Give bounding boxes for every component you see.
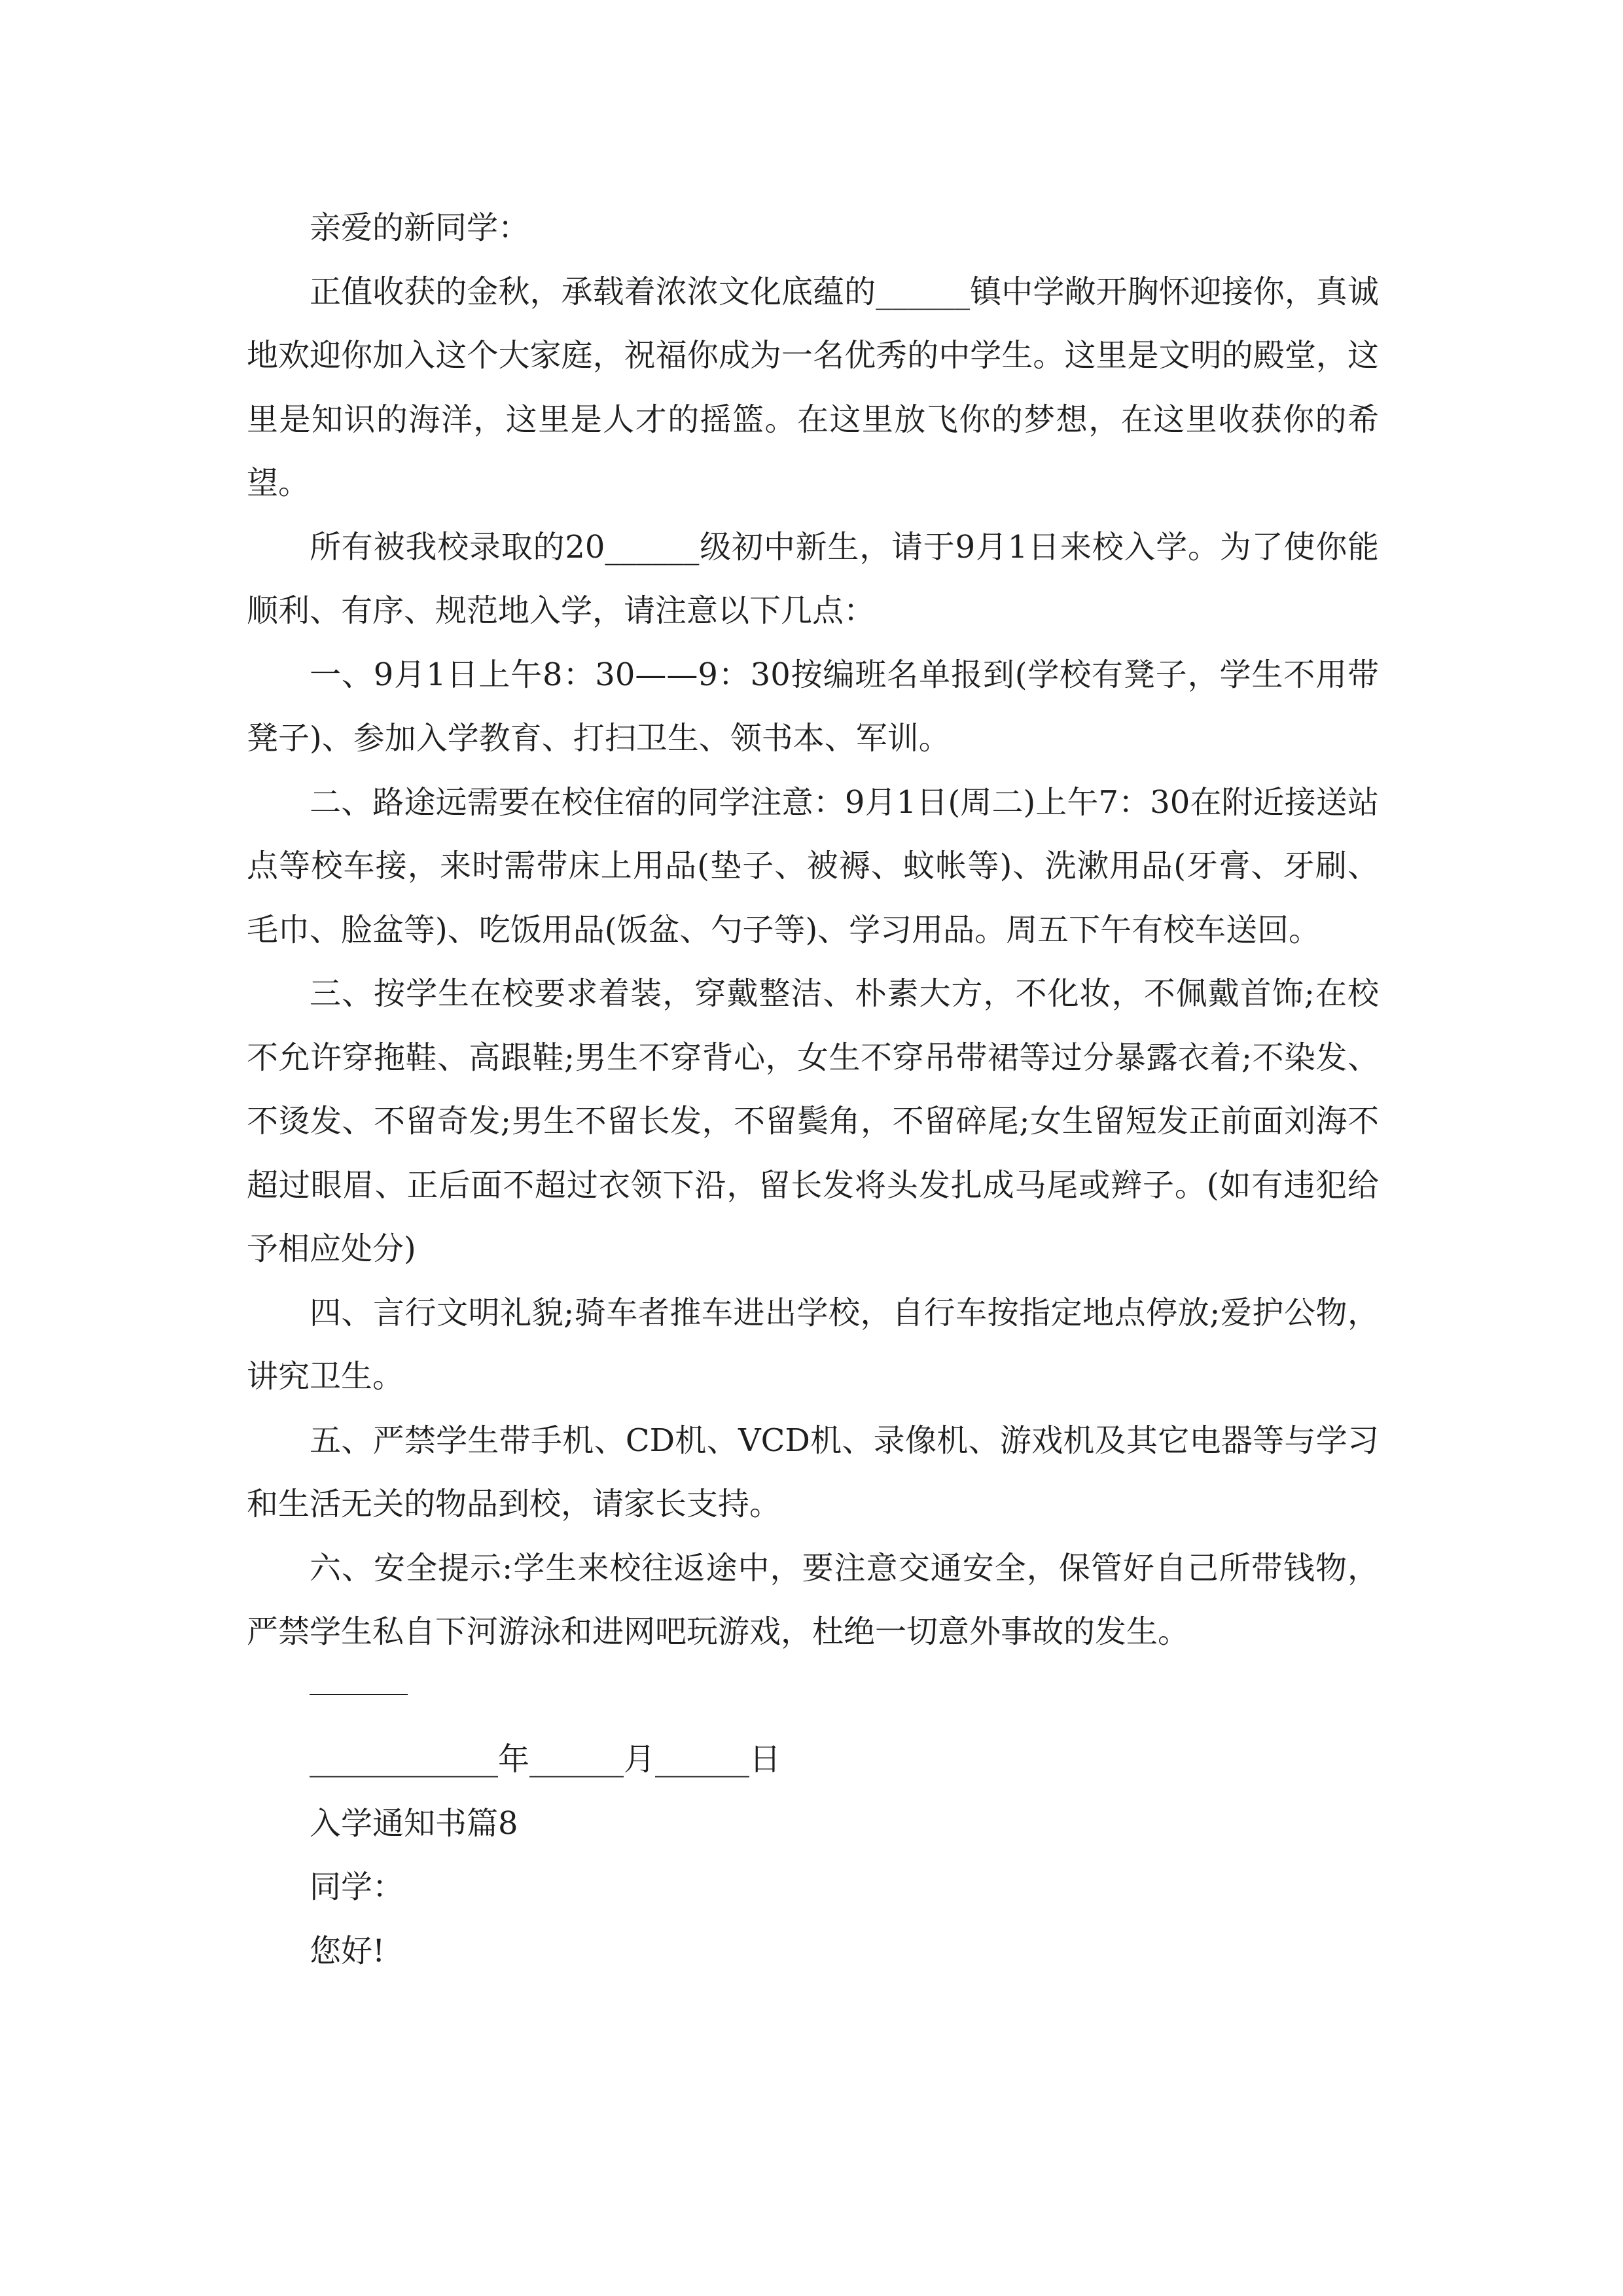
notice-item-2: 二、路途远需要在校住宿的同学注意：9月1日(周二)上午7：30在附近接送站点等校车接，来时需带床上用品(垫子、被褥、蚊帐等)、洗漱用品(牙膏、牙刷、毛巾、脸盆等)、吃饭用品(饭盆、勺子等)、学习用品。周五下午有校车送回。 [247,783,1379,948]
notice-item-3: 三、按学生在校要求着装，穿戴整洁、朴素大方，不化妆，不佩戴首饰;在校不允许穿拖鞋、高跟鞋;男生不穿背心，女生不穿吊带裙等过分暴露衣着;不染发、不烫发、不留奇发;男生不留长发，不留鬓角，不留碎尾;女生留短发正前面刘海不超过眼眉、正后面不超过衣领下沿，留长发将头发扎成马尾或辫子。(如有违犯给予相应处分) [247,975,1379,1267]
letter-body [247,196,1379,1983]
signature-rule [310,1694,408,1695]
notice-item-4: 四、言行文明礼貌;骑车者推车进出学校，自行车按指定地点停放;爱护公物，讲究卫生。 [247,1294,1379,1395]
next-salutation: 同学： [310,1869,404,1905]
notice-item-1: 一、9月1日上午8：30——9：30按编班名单报到(学校有凳子，学生不用带凳子)、参加入学教育、打扫卫生、领书本、军训。 [247,656,1379,757]
next-greeting: 您好! [310,1932,385,1969]
paragraph-welcome: 正值收获的金秋，承载着浓浓文化底蕴的______镇中学敞开胸怀迎接你，真诚地欢迎你加入这个大家庭，祝福你成为一名优秀的中学生。这里是文明的殿堂，这里是知识的海洋，这里是人才的摇篮。在这里放飞你的梦想，在这里收获你的希望。 [247,273,1379,501]
notice-item-5: 五、严禁学生带手机、CD机、VCD机、录像机、游戏机及其它电器等与学习和生活无关的物品到校，请家长支持。 [247,1422,1379,1522]
notice-item-6: 六、安全提示:学生来校往返途中，要注意交通安全，保管好自己所带钱物，严禁学生私自下河游泳和进网吧玩游戏，杜绝一切意外事故的发生。 [247,1549,1379,1650]
paragraph-admission: 所有被我校录取的20______级初中新生，请于9月1日来校入学。为了使你能顺利、有序、规范地入学，请注意以下几点： [247,528,1379,629]
salutation: 亲爱的新同学： [310,209,530,246]
signature-line [247,1664,1379,1729]
section-heading: 入学通知书篇8 [310,1804,518,1842]
date-line: ____________年______月______日 [310,1741,781,1778]
